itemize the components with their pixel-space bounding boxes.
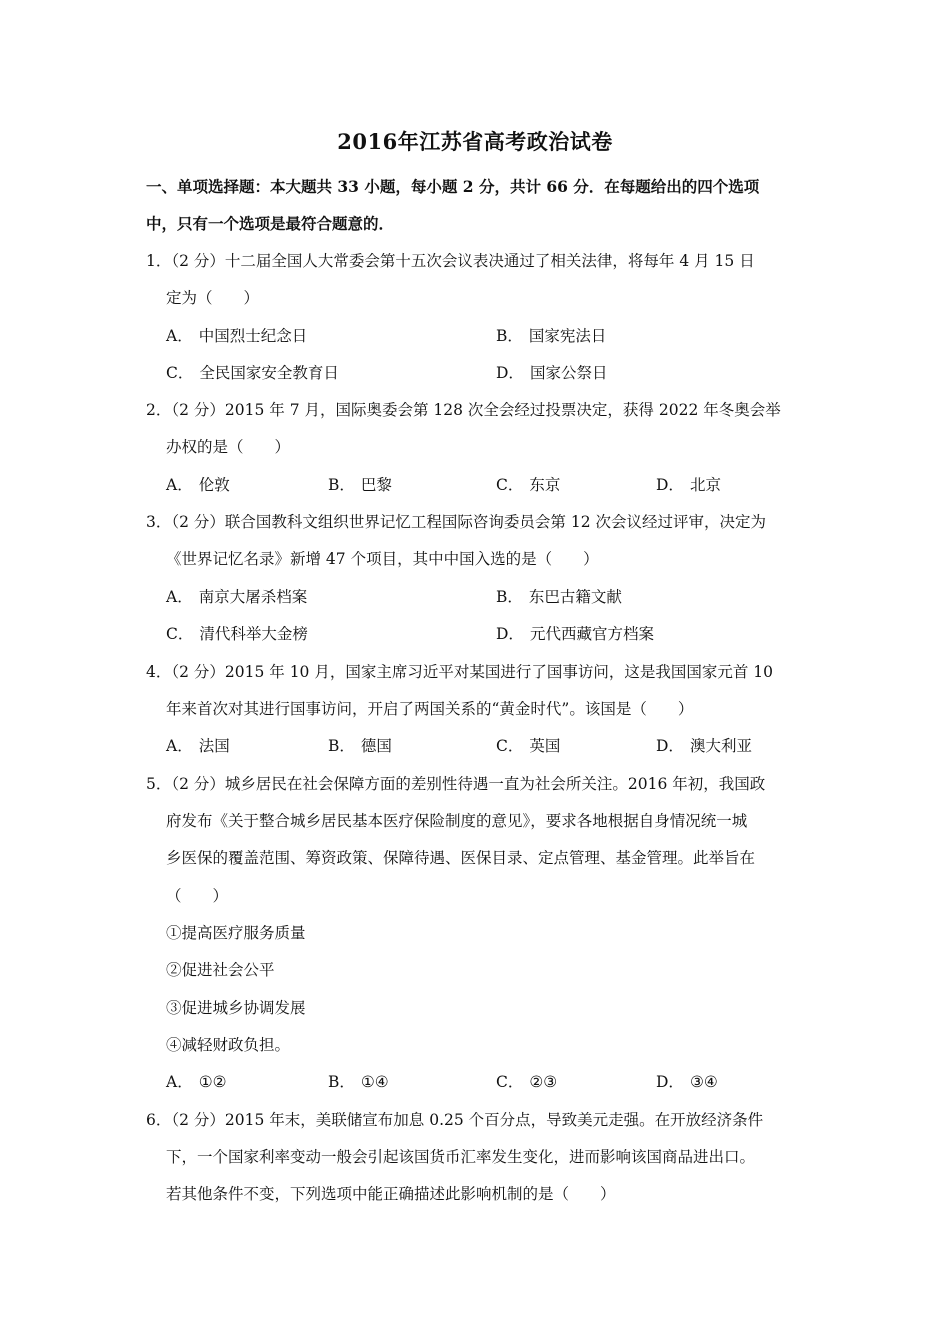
statement-item: ④减轻财政负担。 <box>166 1036 291 1054</box>
option-letter: A． <box>166 588 193 606</box>
option-letter: B． <box>328 1073 355 1091</box>
option-text: ①② <box>198 1073 227 1091</box>
statement-item: ①提高医疗服务质量 <box>166 924 306 942</box>
option-letter: C． <box>496 1073 524 1091</box>
option-text: 国家宪法日 <box>528 327 607 345</box>
option-a <box>166 473 230 495</box>
option-c <box>166 622 308 644</box>
option-text: 澳大利亚 <box>689 737 752 755</box>
question-stem-line: 年来首次对其进行国事访问，开启了两国关系的“黄金时代”。该国是（ ） <box>166 700 694 718</box>
option-d <box>496 622 654 644</box>
option-letter: A． <box>166 737 193 755</box>
question-stem-line: 5．（2 分）城乡居民在社会保障方面的差别性待遇一直为社会所关注。2016 年初，我国政 <box>146 775 766 793</box>
statement-item: ③促进城乡协调发展 <box>166 999 306 1017</box>
option-letter: D． <box>496 625 524 643</box>
option-text: ②③ <box>529 1073 558 1091</box>
section-heading-line-2: 中，只有一个选项是最符合题意的． <box>146 214 395 233</box>
option-letter: C． <box>496 476 524 494</box>
option-text: 伦敦 <box>198 476 230 494</box>
option-text: 法国 <box>198 737 230 755</box>
option-letter: B． <box>328 737 355 755</box>
option-a <box>166 585 307 607</box>
question-stem-line: 《世界记忆名录》新增 47 个项目，其中中国入选的是（ ） <box>166 550 599 568</box>
option-c <box>496 1070 557 1092</box>
question-stem-line: 乡医保的覆盖范围、筹资政策、保障待遇、医保目录、定点管理、基金管理。此举旨在 <box>166 849 756 867</box>
option-letter: B． <box>496 327 523 345</box>
question-stem-line: 4．（2 分）2015 年 10 月，国家主席习近平对某国进行了国事访问，这是我国国家元首 10 <box>146 663 774 681</box>
option-letter: C． <box>166 625 194 643</box>
question-stem-line: 2．（2 分）2015 年 7 月，国际奥委会第 128 次全会经过投票决定，获得 2022 年冬奥会举 <box>146 401 781 419</box>
option-letter: A． <box>166 476 193 494</box>
option-c <box>496 473 560 495</box>
option-text: 中国烈士纪念日 <box>198 327 308 345</box>
option-letter: D． <box>656 476 684 494</box>
option-letter: C． <box>496 737 524 755</box>
option-letter: A． <box>166 1073 193 1091</box>
question-stem-line: 若其他条件不变，下列选项中能正确描述此影响机制的是（ ） <box>166 1185 616 1203</box>
option-text: 东京 <box>529 476 561 494</box>
option-a <box>166 324 307 346</box>
statement-item: ②促进社会公平 <box>166 961 275 979</box>
option-letter: C． <box>166 364 194 382</box>
question-stem-line: 府发布《关于整合城乡居民基本医疗保险制度的意见》，要求各地根据自身情况统一城 <box>166 812 748 830</box>
option-d <box>496 361 607 383</box>
option-text: 清代科举大金榜 <box>199 625 308 643</box>
option-letter: A． <box>166 327 193 345</box>
option-text: 全民国家安全教育日 <box>199 364 339 382</box>
option-d <box>656 1070 718 1092</box>
option-letter: D． <box>496 364 524 382</box>
option-text: ①④ <box>360 1073 389 1091</box>
option-letter: B． <box>496 588 523 606</box>
option-c <box>496 734 560 756</box>
option-b <box>496 324 606 346</box>
option-text: 南京大屠杀档案 <box>198 588 308 606</box>
option-text: 国家公祭日 <box>529 364 608 382</box>
section-heading-line-1: 一、单项选择题：本大题共 33 小题，每小题 2 分，共计 66 分．在每题给出的四个选项 <box>146 177 760 196</box>
question-stem-line: 1．（2 分）十二届全国人大常委会第十五次会议表决通过了相关法律，将每年 4 月 15 日 <box>146 252 755 270</box>
option-b <box>328 1070 389 1092</box>
page-title: 2016年江苏省高考政治试卷 <box>337 129 613 154</box>
question-stem-line: 办权的是（ ） <box>166 438 291 456</box>
option-c <box>166 361 339 383</box>
option-a <box>166 1070 227 1092</box>
option-d <box>656 473 721 495</box>
option-b <box>328 734 392 756</box>
option-letter: D． <box>656 737 684 755</box>
option-b <box>328 473 392 495</box>
option-text: 元代西藏官方档案 <box>529 625 654 643</box>
question-stem-line: 3．（2 分）联合国教科文组织世界记忆工程国际咨询委员会第 12 次会议经过评审，决定为 <box>146 513 766 531</box>
option-text: 巴黎 <box>360 476 392 494</box>
question-stem-line: 定为（ ） <box>166 289 260 307</box>
question-stem-line: 下，一个国家利率变动一般会引起该国货币汇率发生变化，进而影响该国商品进出口。 <box>166 1148 756 1166</box>
option-text: 东巴古籍文献 <box>528 588 622 606</box>
question-stem-line: 6．（2 分）2015 年末，美联储宣布加息 0.25 个百分点，导致美元走强。在开放经济条件 <box>146 1111 764 1129</box>
option-text: ③④ <box>689 1073 718 1091</box>
option-text: 英国 <box>529 737 561 755</box>
question-stem-line: （ ） <box>166 887 229 905</box>
option-text: 德国 <box>360 737 392 755</box>
option-letter: B． <box>328 476 355 494</box>
option-b <box>496 585 622 607</box>
option-d <box>656 734 752 756</box>
option-letter: D． <box>656 1073 684 1091</box>
option-a <box>166 734 230 756</box>
option-text: 北京 <box>689 476 721 494</box>
